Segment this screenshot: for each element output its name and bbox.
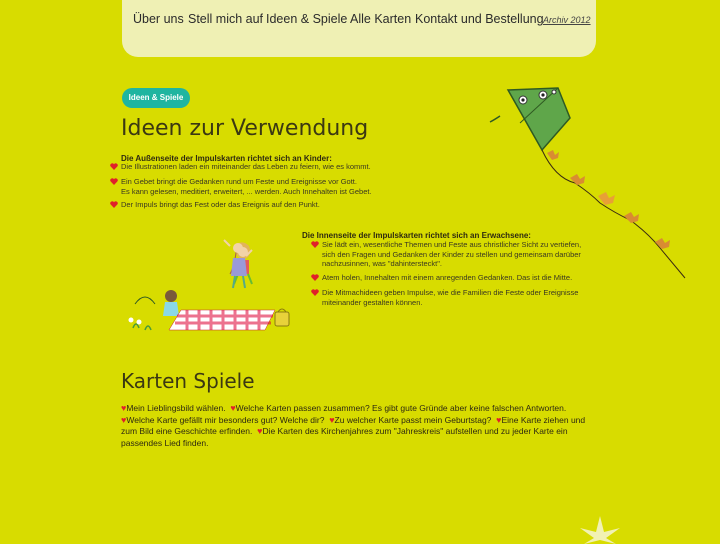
kite-illustration [480, 78, 700, 288]
heart-icon: ♥ [329, 414, 335, 425]
heart-icon [311, 241, 319, 248]
game-idea: Welche Karte gefällt mir besonders gut? Welche dir? [126, 414, 325, 425]
outer-heading: Die Außenseite der Impulskarten richtet sich an Kinder: [121, 154, 332, 163]
heart-icon: ♥ [121, 403, 127, 413]
inner-heading: Die Innenseite der Impulskarten richtet sich an Erwachsene: [302, 231, 531, 240]
picnic-illustration [125, 236, 305, 336]
inner-bullet-2: Atem holen, Innehalten mit einem anregenden Gedanken. Das ist die Mitte. [322, 273, 573, 282]
inner-bullet-3: Die Mitmachideen geben Impulse, wie die Familien die Feste oder Ereignisse miteinander gestalten können. [322, 288, 579, 307]
heart-icon [110, 178, 118, 185]
nav-link-kontakt-bestellung[interactable]: Kontakt und Bestellung [415, 12, 544, 26]
heart-icon [311, 274, 319, 281]
nav-link-archiv[interactable]: Archiv 2012 [543, 15, 591, 25]
game-idea: Welche Karten passen zusammen? Es gibt gute Gründe aber keine falschen Antworten. [235, 403, 567, 413]
heart-icon [110, 201, 118, 208]
game-idea: Die Karten des Kirchenjahres zum "Jahreskreis" aufstellen und zu jeder Karte ein passendes Lied finden. [121, 426, 568, 448]
heart-icon [110, 163, 118, 170]
heart-icon: ♥ [257, 426, 263, 436]
outer-bullet-2: Ein Gebet bringt die Gedanken rund um Feste und Ereignisse vor Gott. Es kann gelesen, meditiert, erweitert, ... werden. Auch Innehalten ist Gebet. [121, 177, 372, 196]
star-decoration [570, 514, 630, 544]
nav-link-alle-karten[interactable]: Alle Karten [350, 12, 412, 26]
nav-link-stell-mich-auf[interactable]: Stell mich auf [188, 12, 264, 26]
section-title-karten-spiele: Karten Spiele [121, 369, 255, 393]
outer-bullet-1: Die Illustrationen laden ein miteinander das Leben zu feiern, wie es kommt. [121, 162, 371, 171]
nav-link-ueber-uns[interactable]: Über uns [133, 12, 184, 26]
game-idea: Zu welcher Karte passt mein Geburtstag? [334, 414, 492, 425]
karten-spiele-list [121, 403, 601, 449]
section-title-ideen: Ideen zur Verwendung [121, 116, 369, 141]
game-idea: Mein Lieblingsbild wählen. [126, 403, 226, 413]
inner-bullet-1: Sie lädt ein, wesentliche Themen und Feste aus christlicher Sicht zu vertiefen, sich den Fragen und Gedanken der Kinder zu stellen und gemeinsam darüber nachzusinnen, was "dahintersteckt". [322, 240, 582, 268]
top-navigation [122, 0, 596, 57]
heart-icon [311, 289, 319, 296]
heart-icon: ♥ [496, 414, 502, 425]
category-badge[interactable]: Ideen & Spiele [122, 88, 190, 108]
heart-icon: ♥ [230, 403, 236, 413]
game-idea: Eine Karte ziehen und zum Bild eine Geschichte erfinden. [121, 414, 586, 436]
heart-icon: ♥ [121, 414, 127, 425]
nav-link-ideen-spiele[interactable]: Ideen & Spiele [266, 12, 348, 26]
outer-bullet-3: Der Impuls bringt das Fest oder das Ereignis auf den Punkt. [121, 200, 320, 209]
